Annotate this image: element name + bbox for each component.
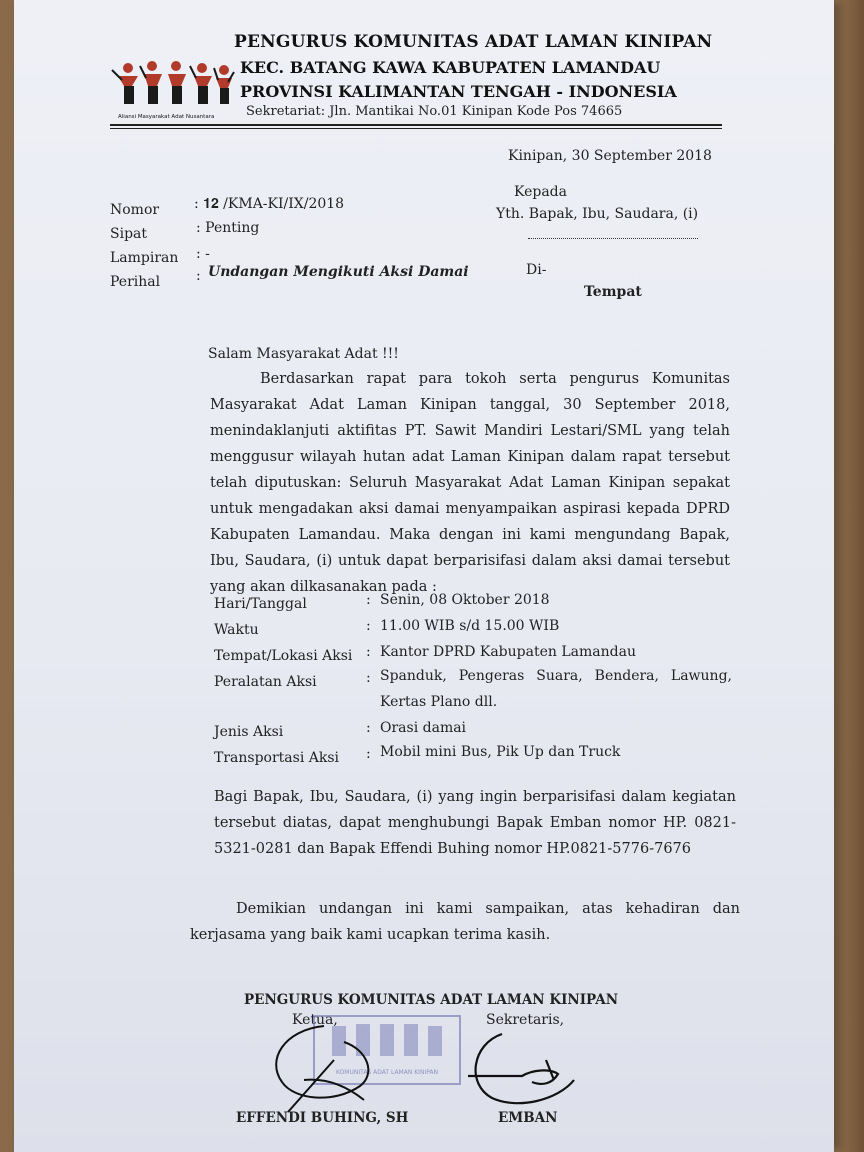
recipient-dotted-line — [528, 238, 698, 239]
detail-colon: : — [366, 618, 371, 634]
recipient-yth: Yth. Bapak, Ibu, Saudara, (i) — [496, 206, 699, 222]
meta-value-perihal: : — [196, 268, 201, 284]
meta-label-lampiran: Lampiran — [110, 250, 179, 266]
greeting: Salam Masyarakat Adat !!! — [208, 346, 399, 362]
detail-value: 11.00 WIB s/d 15.00 WIB — [380, 618, 560, 634]
detail-label: Tempat/Lokasi Aksi — [214, 648, 353, 664]
ketua-signature-icon — [264, 1020, 384, 1120]
detail-label: Waktu — [214, 622, 259, 638]
detail-value: Orasi damai — [380, 720, 467, 736]
org-district: KEC. BATANG KAWA KABUPATEN LAMANDAU — [240, 58, 661, 77]
ketua-title: Ketua, — [292, 1012, 338, 1028]
sekretaris-signature-icon — [462, 1024, 592, 1114]
detail-value: Kantor DPRD Kabupaten Lamandau — [380, 644, 636, 660]
detail-colon: : — [366, 670, 371, 686]
org-address: Sekretariat: Jln. Mantikai No.01 Kinipan Kode Pos 74665 — [246, 104, 623, 119]
detail-value: Senin, 08 Oktober 2018 — [380, 592, 550, 608]
letter-page — [14, 0, 834, 1152]
detail-label: Hari/Tanggal — [214, 596, 307, 612]
meta-label-perihal: Perihal — [110, 274, 161, 290]
paragraph-2: Bagi Bapak, Ibu, Saudara, (i) yang ingin berparisifasi dalam kegiatan tersebut diatas, dapat menghubungi Bapak Emban nomor HP. 0821-5321-0281 dan Bapak Effendi Buhing nomor HP.0821-5776-7676 — [214, 789, 736, 857]
detail-value: Mobil mini Bus, Pik Up dan Truck — [380, 744, 621, 760]
closing-paragraph: Demikian undangan ini kami sampaikan, atas kehadiran dan kerjasama yang baik kami ucapkan terima kasih. — [190, 901, 740, 943]
signature-org: PENGURUS KOMUNITAS ADAT LAMAN KINIPAN — [244, 992, 619, 1008]
logo-caption: Aliansi Masyarakat Adat Nusantara — [118, 114, 215, 120]
detail-label: Peralatan Aksi — [214, 674, 317, 690]
detail-label: Jenis Aksi — [214, 724, 284, 740]
recipient-kepada: Kepada — [514, 184, 567, 200]
meta-label-nomor: Nomor — [110, 202, 160, 218]
org-province: PROVINSI KALIMANTAN TENGAH - INDONESIA — [240, 82, 677, 101]
meta-value-nomor: : 𝟏𝟐 /KMA-KI/IX/2018 — [194, 196, 345, 212]
stamp-caption: KOMUNITAS ADAT LAMAN KINIPAN — [335, 1069, 439, 1076]
ketua-name: EFFENDI BUHING, SH — [236, 1110, 409, 1126]
header-rule-top — [110, 124, 722, 126]
detail-colon: : — [366, 720, 371, 736]
meta-value-sipat: : Penting — [196, 220, 260, 236]
letter-date: Kinipan, 30 September 2018 — [508, 148, 712, 164]
detail-colon: : — [366, 592, 371, 608]
detail-colon: : — [366, 746, 371, 762]
aman-logo-icon — [110, 56, 236, 128]
sekretaris-name: EMBAN — [498, 1110, 558, 1126]
header-rule-bottom — [110, 128, 722, 129]
detail-colon: : — [366, 644, 371, 660]
recipient-tempat: Tempat — [584, 284, 642, 300]
paragraph-1: Berdasarkan rapat para tokoh serta pengurus Komunitas Masyarakat Adat Laman Kinipan tanggal, 30 September 2018, menindaklanjuti aktifitas PT. Sawit Mandiri Lestari/SML yang telah menggusur wilayah hutan adat Laman Kinipan dalam rapat tersebut telah diputuskan: Seluruh Masyarakat Adat Laman Kinipan sepakat untuk mengadakan aksi damai menyampaikan aspirasi kepada DPRD Kabupaten Lamandau. Maka dengan ini kami mengundang Bapak, Ibu, Saudara, (i) untuk dapat berparisifasi dalam aksi damai tersebut yang akan dilkasanakan pada : — [210, 371, 730, 595]
detail-label: Transportasi Aksi — [214, 750, 340, 766]
letter-subject: Undangan Mengikuti Aksi Damai — [208, 264, 469, 280]
recipient-di: Di- — [526, 262, 547, 278]
detail-value: Kertas Plano dll. — [380, 694, 498, 710]
meta-value-lampiran: : - — [196, 246, 210, 262]
sekretaris-title: Sekretaris, — [486, 1012, 565, 1028]
meta-label-sipat: Sipat — [110, 226, 148, 242]
detail-value: Spanduk, Pengeras Suara, Bendera, Lawung, — [380, 668, 732, 684]
org-title: PENGURUS KOMUNITAS ADAT LAMAN KINIPAN — [234, 32, 713, 52]
